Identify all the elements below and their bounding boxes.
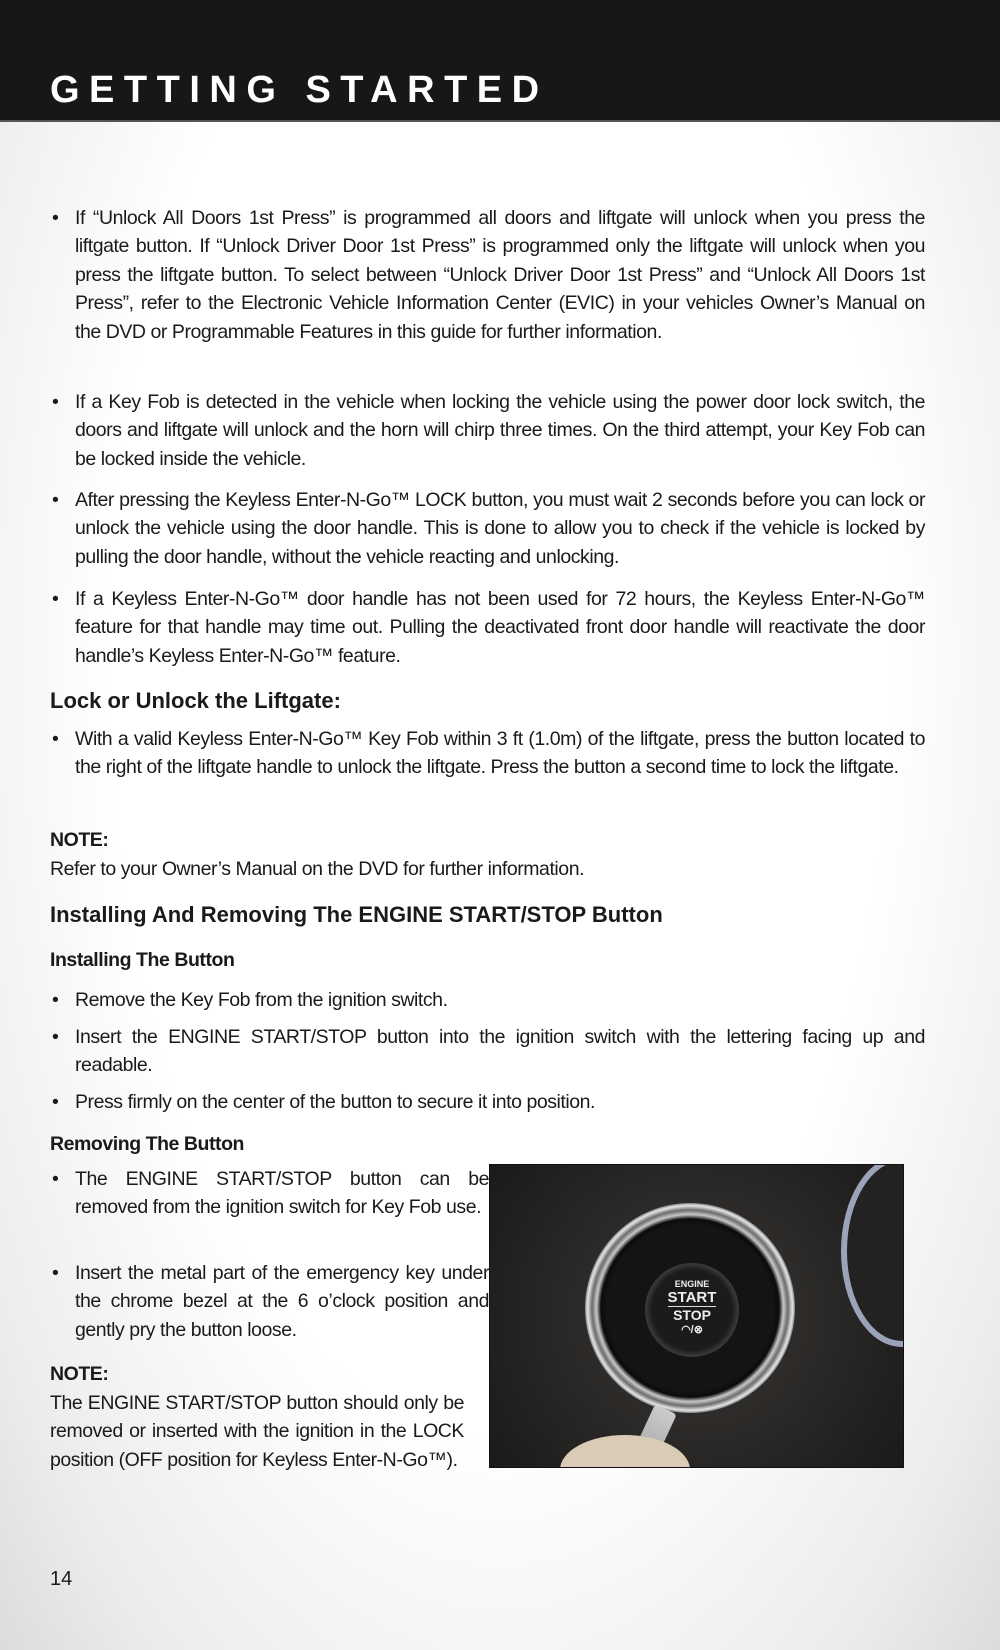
photo-icons: ◠/⊗ [681,1324,703,1336]
page-number: 14 [50,1568,73,1590]
photo-label: START [667,1289,717,1306]
section-heading-liftgate: Lock or Unlock the Liftgate: [50,688,341,713]
finger [560,1435,690,1468]
engine-start-stop-button-image [645,1263,739,1357]
list-item: • After pressing the Keyless Enter-N-Go™ LOCK button, you must wait 2 seconds before you can lock or unlock the vehicle using the door handle. This is done to allow you to check if the vehicle is locked by pulling the door handle, without the vehicle reacting and unlocking. [50,486,925,571]
engine-start-stop-photo [489,1164,904,1468]
photo-label: ENGINE [674,1279,710,1289]
list-item: • If “Unlock All Doors 1st Press” is programmed all doors and liftgate will unlock when you press the liftgate button. If “Unlock Driver Door 1st Press” is programmed only the liftgate will unlock when you press the liftgate button. To select between “Unlock Driver Door 1st Press” and “Unlock All Doors 1st Press”, refer to the Electronic Vehicle Information Center (EVIC) in your vehicles Owner’s Manual on the DVD or Programmable Features in this guide for further information. [50,204,925,346]
page-title: GETTING STARTED [50,69,549,111]
note-text: Refer to your Owner’s Manual on the DVD for further information. [50,858,585,880]
note-label: NOTE: [50,1363,109,1385]
note-label: NOTE: [50,829,109,851]
list-item: • The ENGINE START/STOP button can be removed from the ignition switch for Key Fob use. [50,1165,489,1222]
note-text: The ENGINE START/STOP button should only be removed or inserted with the ignition in the LOCK position (OFF position for Keyless Enter-N-Go™). [50,1392,464,1471]
list-item: • Remove the Key Fob from the ignition switch. [50,986,925,1014]
list-item: • If a Keyless Enter-N-Go™ door handle has not been used for 72 hours, the Keyless Enter-N-Go™ feature for that handle may time out. Pulling the deactivated front door handle will reactivate the door handle’s Keyless Enter-N-Go™ feature. [50,585,925,670]
subheading-installing: Installing The Button [50,949,235,971]
list-item: • Press firmly on the center of the button to secure it into position. [50,1088,925,1116]
air-vent [841,1164,904,1347]
section-heading-engine-button: Installing And Removing The ENGINE START/STOP Button [50,902,663,927]
photo-label: STOP [673,1307,711,1323]
list-item: • Insert the ENGINE START/STOP button into the ignition switch with the lettering facing up and readable. [50,1023,925,1080]
list-item: • With a valid Keyless Enter-N-Go™ Key Fob within 3 ft (1.0m) of the liftgate, press the button located to the right of the liftgate handle to unlock the liftgate. Press the button a second time to lock the liftgate. [50,725,925,782]
list-item: • Insert the metal part of the emergency key under the chrome bezel at the 6 o’clock position and gently pry the button loose. [50,1259,489,1344]
list-item: • If a Key Fob is detected in the vehicle when locking the vehicle using the power door lock switch, the doors and liftgate will unlock and the horn will chirp three times. On the third attempt, your Key Fob can be locked inside the vehicle. [50,388,925,473]
page-header [0,0,1000,122]
subheading-removing: Removing The Button [50,1133,245,1155]
